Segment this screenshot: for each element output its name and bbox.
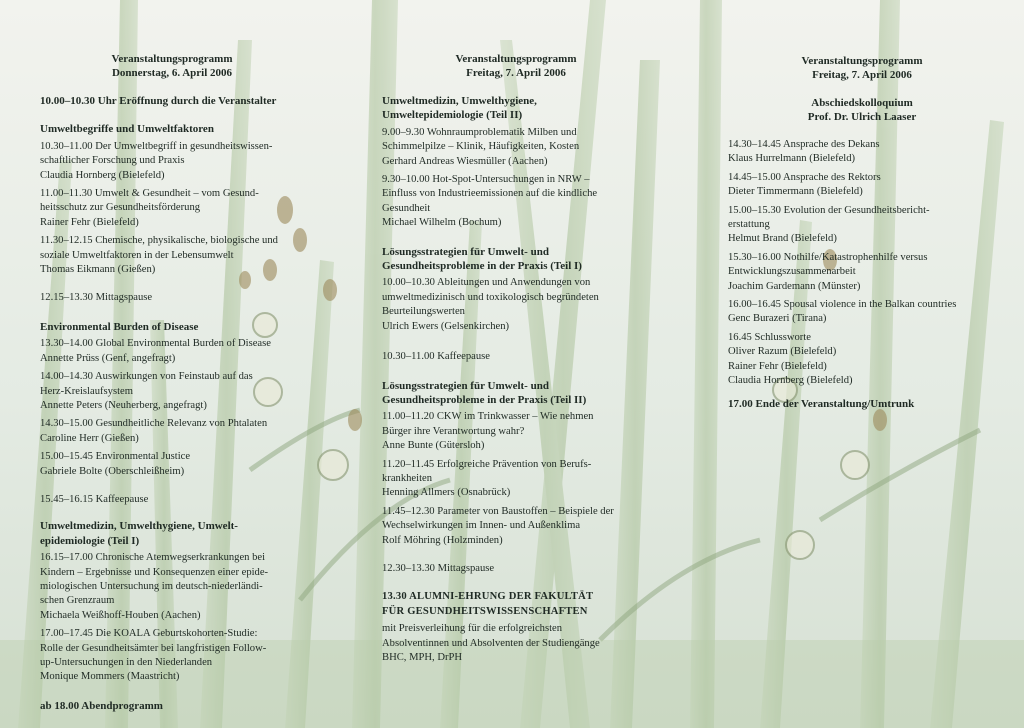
speaker: Annette Peters (Neuherberg, angefragt) <box>40 399 207 411</box>
session-title: 10.00–10.30 Ableitungen und Anwendungen von <box>382 277 591 289</box>
opening-line: 10.00–10.30 Uhr Eröffnung durch die Veranstalter <box>40 95 277 107</box>
alumni-title: 13.30 ALUMNI-EHRUNG DER FAKULTÄT <box>382 591 594 603</box>
lunch-break: 12.15–13.30 Mittagspause <box>40 292 153 304</box>
session-item <box>40 370 308 413</box>
session-title-cont: Rolle der Gesundheitsämter bei langfristigen Follow- <box>40 642 267 654</box>
speaker: Rainer Fehr (Bielefeld) <box>728 360 827 372</box>
speaker: Dieter Timmermann (Bielefeld) <box>728 186 863 198</box>
session-title: 16.45 Schlussworte <box>728 331 811 343</box>
speaker: Rainer Fehr (Bielefeld) <box>40 216 139 228</box>
session-title: 14.00–14.30 Auswirkungen von Feinstaub auf das <box>40 371 253 383</box>
section-title-cont: epidemiologie (Teil I) <box>40 534 140 547</box>
session-title-cont: heitsschutz zur Gesundheitsförderung <box>40 202 201 214</box>
session-title-cont: erstattung <box>728 219 770 231</box>
section-title: Lösungsstrategien für Umwelt- und <box>382 245 549 258</box>
session-title-cont: Herz-Kreislaufsystem <box>40 385 133 397</box>
session-item <box>40 450 308 479</box>
session-title-cont: schen Grenzraum <box>40 595 115 607</box>
session-item <box>728 298 996 327</box>
speaker: Gabriele Bolte (Oberschleißheim) <box>40 465 185 477</box>
section-burden-of-disease <box>40 320 308 479</box>
session-item <box>382 505 650 548</box>
speaker: Annette Prüss (Genf, angefragt) <box>40 352 176 364</box>
speaker: Monique Mommers (Maastricht) <box>40 671 180 683</box>
header-title: Veranstaltungsprogramm <box>111 53 233 65</box>
session-item <box>40 551 308 623</box>
session-title: 13.30–14.00 Global Environmental Burden of Disease <box>40 338 271 350</box>
session-title: 15.30–16.00 Nothilfe/Katastrophenhilfe versus <box>728 251 928 263</box>
session-title: 11.30–12.15 Chemische, physikalische, biologische und <box>40 235 278 247</box>
speaker: Michael Wilhelm (Bochum) <box>382 217 502 229</box>
session-title-cont: Einfluss von Industrieemissionen auf die kindliche <box>382 188 598 200</box>
header-title: Veranstaltungsprogramm <box>801 55 923 67</box>
session-item <box>40 140 308 183</box>
section-title-cont: Umweltepidemiologie (Teil II) <box>382 109 523 122</box>
session-item <box>382 173 650 231</box>
speaker: Joachim Gardemann (Münster) <box>728 280 861 292</box>
session-item <box>40 234 308 277</box>
colloquium-header <box>728 96 996 124</box>
colloquium-title: Abschiedskolloquium <box>811 97 913 109</box>
session-title-cont: Entwicklungszusammenarbeit <box>728 266 856 278</box>
session-item <box>728 171 996 200</box>
colloquium-honoree: Prof. Dr. Ulrich Laaser <box>807 111 917 123</box>
session-title: 14.30–15.00 Gesundheitliche Relevanz von Phtalaten <box>40 418 268 430</box>
alumni-text-cont: BHC, MPH, DrPH <box>382 652 463 663</box>
speaker: Oliver Razum (Bielefeld) <box>728 346 837 358</box>
session-item <box>40 187 308 230</box>
session-item <box>40 627 308 685</box>
coffee-break: 15.45–16.15 Kaffeepause <box>40 493 149 505</box>
session-item <box>40 337 308 366</box>
program-column-thursday <box>40 0 308 728</box>
session-title-cont: up-Untersuchungen in den Niederlanden <box>40 657 213 668</box>
session-title: 9.30–10.00 Hot-Spot-Untersuchungen in NRW – <box>382 174 590 186</box>
section-title: Environmental Burden of Disease <box>40 320 199 333</box>
alumni-text-cont: Absolventinnen und Absolventen der Studiengänge <box>382 637 600 649</box>
alumni-title-cont: FÜR GESUNDHEITSWISSENSCHAFTEN <box>382 605 588 617</box>
session-item <box>40 417 308 446</box>
session-title-cont: umweltmedizinisch und toxikologisch begründeten <box>382 291 599 303</box>
session-title: 9.00–9.30 Wohnraumproblematik Milben und <box>382 126 577 138</box>
session-title: 14.30–14.45 Ansprache des Dekans <box>728 139 880 150</box>
header-date: Freitag, 7. April 2006 <box>812 69 912 81</box>
session-item <box>382 276 650 334</box>
event-end: 17.00 Ende der Veranstaltung/Umtrunk <box>728 397 915 410</box>
header-date: Donnerstag, 6. April 2006 <box>111 67 233 79</box>
speaker: Caroline Herr (Gießen) <box>40 432 139 444</box>
session-title: 10.30–11.00 Der Umweltbegriff in gesundheitswissen- <box>40 140 273 152</box>
speaker: Thomas Eikmann (Gießen) <box>40 264 156 276</box>
section-title: Umweltbegriffe und Umweltfaktoren <box>40 123 214 136</box>
session-item <box>382 458 650 501</box>
coffee-break: 10.30–11.00 Kaffeepause <box>382 351 490 363</box>
speaker: Michaela Weißhoff-Houben (Aachen) <box>40 609 201 621</box>
session-title-cont: Kindern – Ergebnisse und Konsequenzen einer epide- <box>40 566 269 578</box>
session-title-cont: krankheiten <box>382 472 433 484</box>
section-title-cont: Gesundheitsprobleme in der Praxis (Teil I) <box>382 260 582 273</box>
alumni-ceremony <box>382 590 650 665</box>
section-title-cont: Gesundheitsprobleme in der Praxis (Teil II) <box>382 393 587 406</box>
alumni-text: mit Preisverleihung für die erfolgreichsten <box>382 623 563 635</box>
session-title-cont: Beurteilungswerten <box>382 306 465 318</box>
speaker: Rolf Möhring (Holzminden) <box>382 534 503 546</box>
session-item <box>382 126 650 169</box>
column-header <box>728 54 996 82</box>
session-item-closing <box>728 331 996 389</box>
header-title: Veranstaltungsprogramm <box>455 53 577 65</box>
session-title: 11.20–11.45 Erfolgreiche Prävention von Berufs- <box>382 458 592 470</box>
session-item <box>728 204 996 247</box>
section-title: Umweltmedizin, Umwelthygiene, <box>382 95 537 107</box>
session-title: 15.00–15.45 Environmental Justice <box>40 451 191 463</box>
session-title: 14.45–15.00 Ansprache des Rektors <box>728 171 881 183</box>
session-title: 17.00–17.45 Die KOALA Geburtskohorten-Studie: <box>40 628 258 640</box>
section-title: Umweltmedizin, Umwelthygiene, Umwelt- <box>40 520 238 533</box>
speaker: Gerhard Andreas Wiesmüller (Aachen) <box>382 155 548 167</box>
program-column-friday-afternoon <box>728 0 996 728</box>
session-title: 16.15–17.00 Chronische Atemwegserkrankungen bei <box>40 552 266 564</box>
session-title-cont: miologischen Untersuchung im deutsch-niederländi- <box>40 580 263 592</box>
column-header <box>382 52 650 80</box>
section-umweltbegriffe <box>40 122 308 277</box>
program-column-friday-morning <box>382 0 650 728</box>
session-item <box>728 138 996 167</box>
section-loesungsstrategien-2 <box>382 379 650 548</box>
speaker: Claudia Hornberg (Bielefeld) <box>40 169 165 181</box>
session-title-cont: Gesundheit <box>382 202 431 214</box>
session-title: 16.00–16.45 Spousal violence in the Balkan countries <box>728 299 957 311</box>
speaker: Ulrich Ewers (Gelsenkirchen) <box>382 320 510 332</box>
speaker: Henning Allmers (Osnabrück) <box>382 487 511 499</box>
header-date: Freitag, 7. April 2006 <box>466 67 566 79</box>
session-title: 11.00–11.20 CKW im Trinkwasser – Wie nehmen <box>382 411 594 423</box>
speaker: Helmut Brand (Bielefeld) <box>728 233 837 245</box>
column-header <box>40 52 308 80</box>
lunch-break: 12.30–13.30 Mittagspause <box>382 562 495 574</box>
session-title-cont: Wechselwirkungen im Innen- und Außenklima <box>382 520 581 532</box>
session-title-cont: schaftlicher Forschung und Praxis <box>40 155 185 167</box>
evening-program: ab 18.00 Abendprogramm <box>40 699 163 712</box>
session-item <box>728 251 996 294</box>
session-title-cont: Schimmelpilze – Klinik, Häufigkeiten, Kosten <box>382 141 580 153</box>
session-list <box>728 138 996 389</box>
session-title: 11.00–11.30 Umwelt & Gesundheit – vom Gesund- <box>40 188 259 200</box>
speaker: Klaus Hurrelmann (Bielefeld) <box>728 153 856 165</box>
session-title: 11.45–12.30 Parameter von Baustoffen – Beispiele der <box>382 505 614 517</box>
speaker: Anne Bunte (Gütersloh) <box>382 440 485 452</box>
section-title: Lösungsstrategien für Umwelt- und <box>382 379 549 392</box>
session-title-cont: soziale Umweltfaktoren in der Lebensumwelt <box>40 249 234 261</box>
session-item <box>382 410 650 453</box>
speaker: Genc Burazeri (Tirana) <box>728 313 827 325</box>
section-loesungsstrategien-1 <box>382 245 650 334</box>
speaker: Claudia Hornberg (Bielefeld) <box>728 375 853 387</box>
session-title: 15.00–15.30 Evolution der Gesundheitsbericht- <box>728 204 930 216</box>
session-title-cont: Bürger ihre Verantwortung wahr? <box>382 425 525 437</box>
section-umweltmedizin-1 <box>40 519 308 684</box>
section-umweltmedizin-2 <box>382 94 650 231</box>
